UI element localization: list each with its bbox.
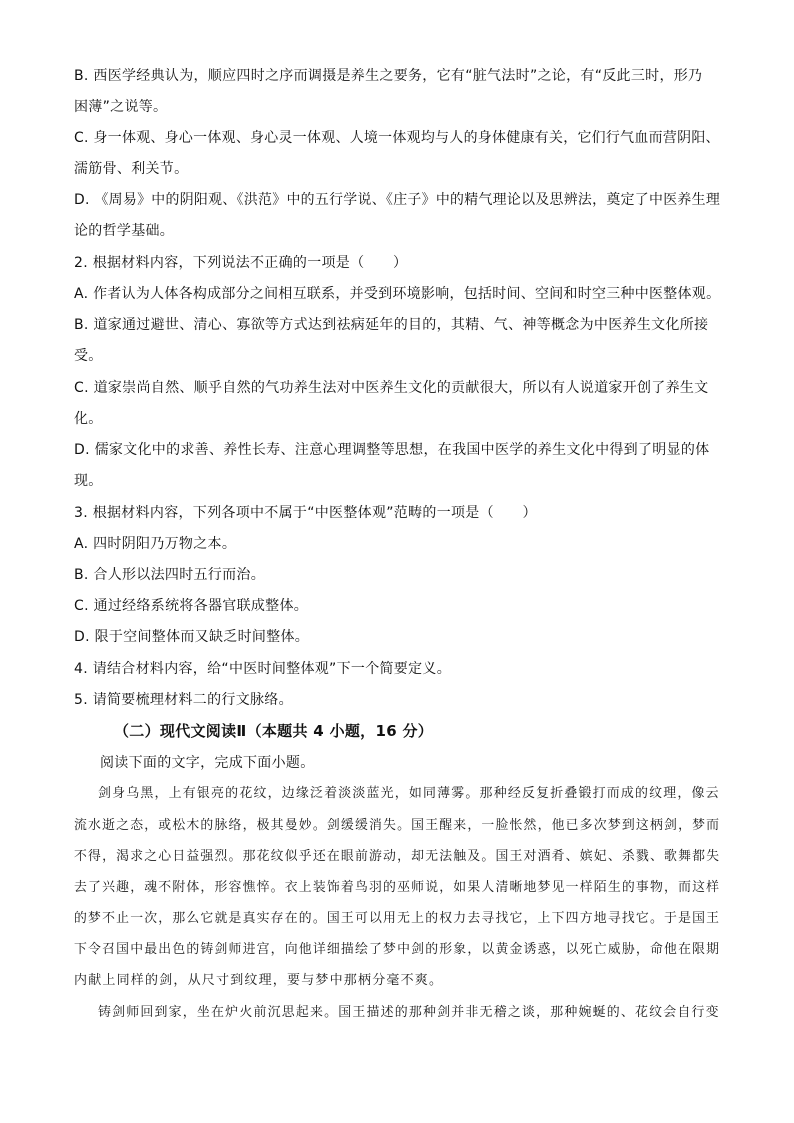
question-3-option-d: D. 限于空间整体而又缺乏时间整体。 [74, 629, 310, 645]
question-2-option-c-line-1: C. 道家崇尚自然、顺乎自然的气功养生法对中医养生文化的贡献很大，所以有人说道家开创了养生文 [74, 380, 709, 396]
section-intro: 阅读下面的文字，完成下面小题。 [100, 755, 315, 771]
passage-line: 内献上同样的剑，从尺寸到纹理，要与梦中那柄分毫不爽。 [74, 973, 444, 988]
passage-line: 的梦不止一次，那么它就是真实存在的。国王可以用无上的权力去寻找它，上下四方地寻找它。于是国王 [74, 911, 721, 926]
option-d-line-2: 论的哲学基础。 [74, 223, 175, 239]
option-b-line-2: 困薄”之说等。 [74, 99, 168, 115]
question-2-option-b-line-1: B. 道家通过避世、清心、寡欲等方式达到祛病延年的目的，其精、气、神等概念为中医养生文化所接 [74, 317, 709, 333]
question-3-option-c: C. 通过经络系统将各器官联成整体。 [74, 598, 309, 614]
passage-line: 流水逝之态，或松木的脉络，极其曼妙。剑缓缓消失。国王醒来，一脸怅然，他已多次梦到这柄剑，梦而 [74, 818, 721, 833]
question-3-option-a: A. 四时阴阳乃万物之本。 [74, 536, 237, 552]
passage-line: 下令召国中最出色的铸剑师进宫，向他详细描绘了梦中剑的形象，以黄金诱惑，以死亡威胁，命他在限期 [74, 942, 721, 957]
question-2-option-d-line-1: D. 儒家文化中的求善、养性长寿、注意心理调整等思想，在我国中医学的养生文化中得到了明显的体 [74, 442, 710, 458]
question-2-option-d-line-2: 现。 [74, 473, 103, 489]
passage-line: 去了兴趣，魂不附体，形容憔悴。衣上装饰着鸟羽的巫师说，如果人清晰地梦见一样陌生的事物，而这样 [74, 880, 721, 895]
option-c-line-2: 濡筋骨、利关节。 [74, 161, 189, 177]
option-d-line-1: D. 《周易》中的阴阳观、《洪范》中的五行学说、《庄子》中的精气理论以及思辨法，奠定了中医养生理 [74, 192, 721, 208]
question-5: 5. 请简要梳理材料二的行文脉络。 [74, 692, 293, 708]
question-2-option-a: A. 作者认为人体各构成部分之间相互联系，并受到环境影响，包括时间、空间和时空三种中医整体观。 [74, 286, 721, 302]
question-3-stem: 3. 根据材料内容，下列各项中不属于“中医整体观”范畴的一项是（ ） [74, 505, 537, 521]
passage-line: 不得，渴求之心日益强烈。那花纹似乎还在眼前游动，却无法触及。国王对酒肴、嫔妃、杀戮、歌舞都失 [74, 849, 721, 864]
passage-line: 铸剑师回到家，坐在炉火前沉思起来。国王描述的那种剑并非无稽之谈，那种婉蜒的、花纹会自行变 [98, 1005, 720, 1020]
question-2-option-b-line-2: 受。 [74, 348, 103, 364]
option-b-line-1: B. 西医学经典认为，顺应四时之序而调摄是养生之要务，它有“脏气法时”之论，有“反此三时，形乃 [74, 68, 703, 84]
passage-line: 剑身乌黑，上有银亮的花纹，边缘泛着淡淡蓝光，如同薄雾。那种经反复折叠锻打而成的纹理，像云 [98, 786, 720, 801]
question-2-option-c-line-2: 化。 [74, 411, 103, 427]
option-c-line-1: C. 身一体观、身心一体观、身心灵一体观、人境一体观均与人的身体健康有关，它们行气血而营阴阳、 [74, 130, 720, 146]
question-2-stem: 2. 根据材料内容，下列说法不正确的一项是（ ） [74, 255, 408, 271]
question-3-option-b: B. 合人形以法四时五行而治。 [74, 567, 266, 583]
question-4: 4. 请结合材料内容，给“中医时间整体观”下一个简要定义。 [74, 661, 452, 677]
section-heading: （二）现代文阅读Ⅱ（本题共 4 小题，16 分） [114, 722, 434, 740]
